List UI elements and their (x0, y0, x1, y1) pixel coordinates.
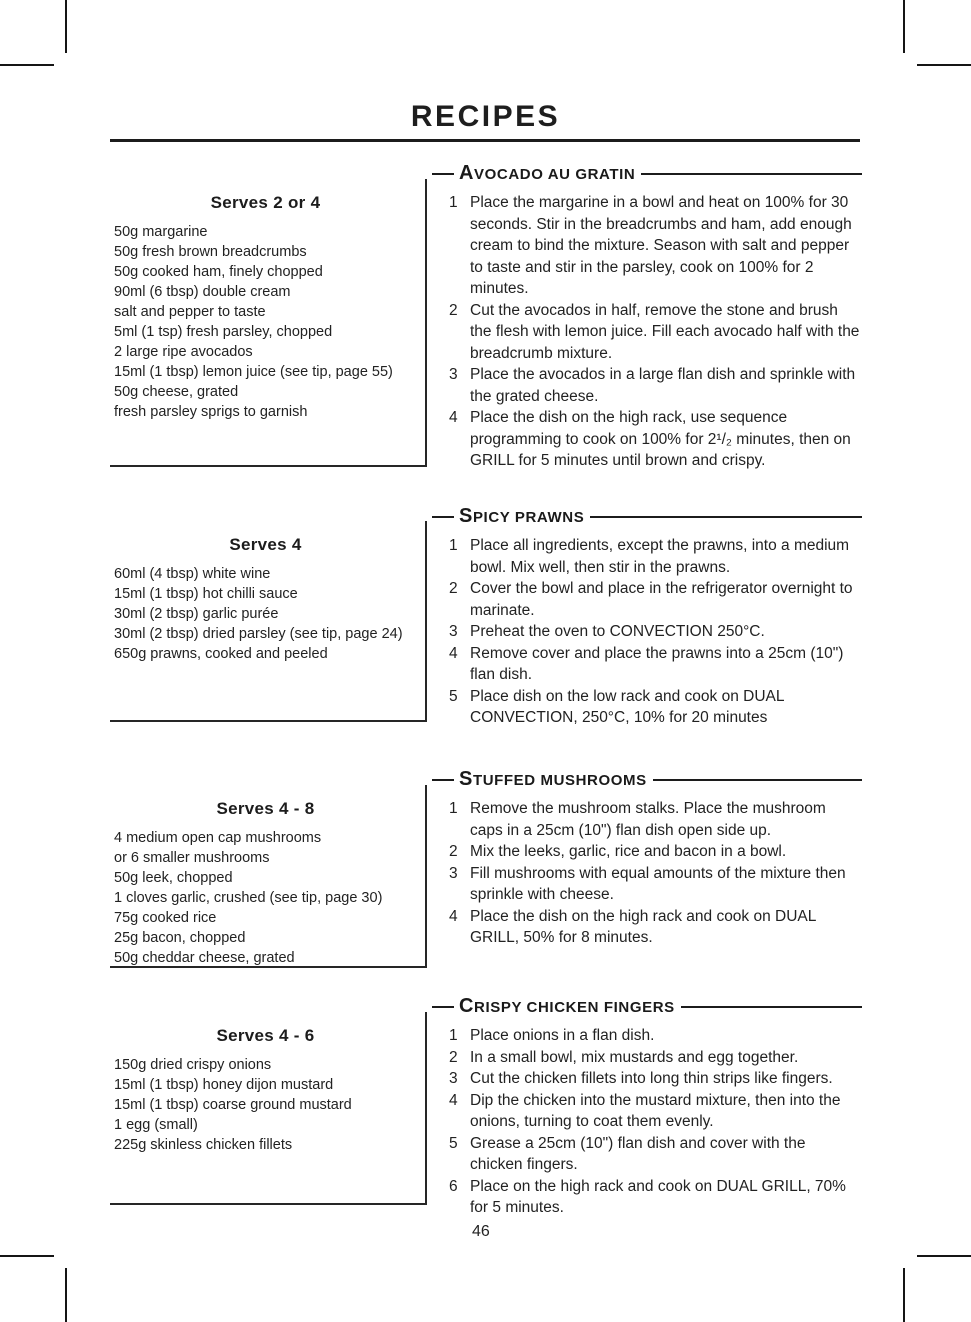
step-item: In a small bowl, mix mustards and egg together. (470, 1048, 799, 1066)
heading-rule-right (653, 779, 862, 781)
recipe-heading-row (432, 163, 862, 185)
step-item: Place onions in a flan dish. (470, 1027, 655, 1044)
step-item: Dip the chicken into the mustard mixture, then into the onions, turning to coat them evenly. (470, 1091, 841, 1130)
step-item: Place the margarine in a bowl and heat on 100% for 30 seconds. Stir in the breadcrumbs and ham, add enough cream to bind the mixture. Season with salt and pepper to taste and stir in the parsley, cook on 100% for 2 minutes. (470, 194, 852, 297)
ingredients-list (114, 222, 417, 422)
ingredient-item: 50g margarine (114, 224, 208, 240)
ingredient-item: 15ml (1 tbsp) lemon juice (see tip, page 55) (114, 364, 393, 380)
crop-mark-top-left-horizontal (0, 64, 54, 66)
recipe-heading-row (432, 506, 862, 528)
steps-list (432, 1025, 862, 1219)
page-title: RECIPES (410, 100, 561, 133)
ingredient-item: salt and pepper to taste (114, 304, 266, 320)
ingredients-box (110, 785, 427, 968)
ingredient-item: 50g cheese, grated (114, 384, 239, 400)
steps-list (432, 192, 862, 472)
crop-mark-bottom-right-vertical (903, 1268, 905, 1322)
step-item: Remove the mushroom stalks. Place the mushroom caps in a 25cm (10") flan dish open side up. (470, 800, 826, 839)
ingredient-item: 225g skinless chicken fillets (114, 1137, 293, 1153)
ingredient-item: 15ml (1 tbsp) coarse ground mustard (114, 1097, 352, 1113)
heading-rule-left (432, 779, 454, 781)
recipe-title: CRISPY CHICKEN FINGERS (459, 995, 675, 1017)
steps-list (432, 798, 862, 949)
heading-rule-left (432, 516, 454, 518)
ingredient-item: 50g cooked ham, finely chopped (114, 264, 323, 280)
step-item: Cover the bowl and place in the refrigerator overnight to marinate. (470, 580, 853, 619)
step-item: Cut the chicken fillets into long thin strips like fingers. (470, 1070, 833, 1087)
ingredients-list (114, 828, 417, 968)
ingredient-item: fresh parsley sprigs to garnish (114, 404, 308, 420)
serves-heading: Serves 2 or 4 (210, 193, 321, 212)
step-item: Place the dish on the high rack and cook on DUAL GRILL, 50% for 8 minutes. (470, 907, 816, 946)
step-item: Place dish on the low rack and cook on DUAL CONVECTION, 250°C, 10% for 20 minutes (470, 687, 784, 726)
crop-mark-top-right-horizontal (917, 64, 971, 66)
ingredient-item: 1 cloves garlic, crushed (see tip, page 30) (114, 890, 383, 906)
ingredient-item: 30ml (2 tbsp) garlic purée (114, 606, 279, 622)
serves-heading: Serves 4 (229, 535, 302, 554)
ingredients-box (110, 179, 427, 467)
step-item: Fill mushrooms with equal amounts of the mixture then sprinkle with cheese. (470, 864, 846, 903)
ingredient-item: 50g fresh brown breadcrumbs (114, 244, 307, 260)
recipe-title: AVOCADO AU GRATIN (459, 162, 636, 184)
ingredient-item: 60ml (4 tbsp) white wine (114, 566, 271, 582)
ingredient-item: 2 large ripe avocados (114, 344, 253, 360)
ingredient-item: 30ml (2 tbsp) dried parsley (see tip, page 24) (114, 626, 403, 642)
crop-mark-bottom-left-vertical (65, 1268, 67, 1322)
ingredient-item: 90ml (6 tbsp) double cream (114, 284, 291, 300)
recipe-heading-row (432, 996, 862, 1018)
ingredient-item: 75g cooked rice (114, 910, 217, 926)
ingredients-list (114, 564, 417, 664)
ingredient-item: 150g dried crispy onions (114, 1057, 272, 1073)
page-number: 46 (472, 1223, 490, 1240)
ingredient-item: or 6 smaller mushrooms (114, 850, 270, 866)
crop-mark-top-right-vertical (903, 0, 905, 53)
serves-heading: Serves 4 - 8 (216, 799, 315, 818)
crop-mark-top-left-vertical (65, 0, 67, 53)
step-item: Preheat the oven to CONVECTION 250°C. (470, 623, 765, 640)
ingredients-list (114, 1055, 417, 1155)
recipe-heading-row (432, 769, 862, 791)
step-item: Place the avocados in a large flan dish and sprinkle with the grated cheese. (470, 366, 856, 405)
ingredient-item: 50g leek, chopped (114, 870, 233, 886)
ingredient-item: 5ml (1 tsp) fresh parsley, chopped (114, 324, 333, 340)
heading-rule-right (590, 516, 862, 518)
step-item: Place the dish on the high rack, use sequence programming to cook on 100% for 2¹/₂ minutes, then on GRILL for 5 minutes until brown and crispy. (470, 409, 851, 469)
crop-mark-bottom-left-horizontal (0, 1255, 54, 1257)
serves-heading: Serves 4 - 6 (216, 1026, 315, 1045)
steps-list (432, 535, 862, 729)
ingredient-item: 650g prawns, cooked and peeled (114, 646, 328, 662)
heading-rule-right (681, 1006, 862, 1008)
crop-mark-bottom-right-horizontal (917, 1255, 971, 1257)
ingredients-box (110, 521, 427, 722)
ingredient-item: 15ml (1 tbsp) honey dijon mustard (114, 1077, 334, 1093)
step-item: Place all ingredients, except the prawns, into a medium bowl. Mix well, then stir in the prawns. (470, 537, 850, 576)
ingredient-item: 4 medium open cap mushrooms (114, 830, 322, 846)
heading-rule-left (432, 173, 454, 175)
instructions-panel (432, 769, 862, 949)
instructions-panel (432, 506, 862, 729)
step-item: Mix the leeks, garlic, rice and bacon in a bowl. (470, 843, 787, 860)
ingredient-item: 15ml (1 tbsp) hot chilli sauce (114, 586, 298, 602)
ingredient-item: 1 egg (small) (114, 1117, 198, 1133)
instructions-panel (432, 163, 862, 472)
title-underline-rule (110, 139, 860, 142)
ingredient-item: 50g cheddar cheese, grated (114, 950, 295, 966)
ingredients-box (110, 1012, 427, 1205)
heading-rule-left (432, 1006, 454, 1008)
step-item: Remove cover and place the prawns into a 25cm (10") flan dish. (470, 644, 844, 683)
step-item: Cut the avocados in half, remove the stone and brush the flesh with lemon juice. Fill each avocado half with the breadcrumb mixture. (470, 301, 860, 362)
step-item: Grease a 25cm (10") flan dish and cover with the chicken fingers. (470, 1134, 806, 1173)
instructions-panel (432, 996, 862, 1219)
recipe-title: STUFFED MUSHROOMS (459, 768, 647, 790)
heading-rule-right (641, 173, 862, 175)
recipe-title: SPICY PRAWNS (459, 505, 585, 527)
step-item: Place on the high rack and cook on DUAL GRILL, 70% for 5 minutes. (470, 1177, 846, 1216)
ingredient-item: 25g bacon, chopped (114, 930, 246, 946)
